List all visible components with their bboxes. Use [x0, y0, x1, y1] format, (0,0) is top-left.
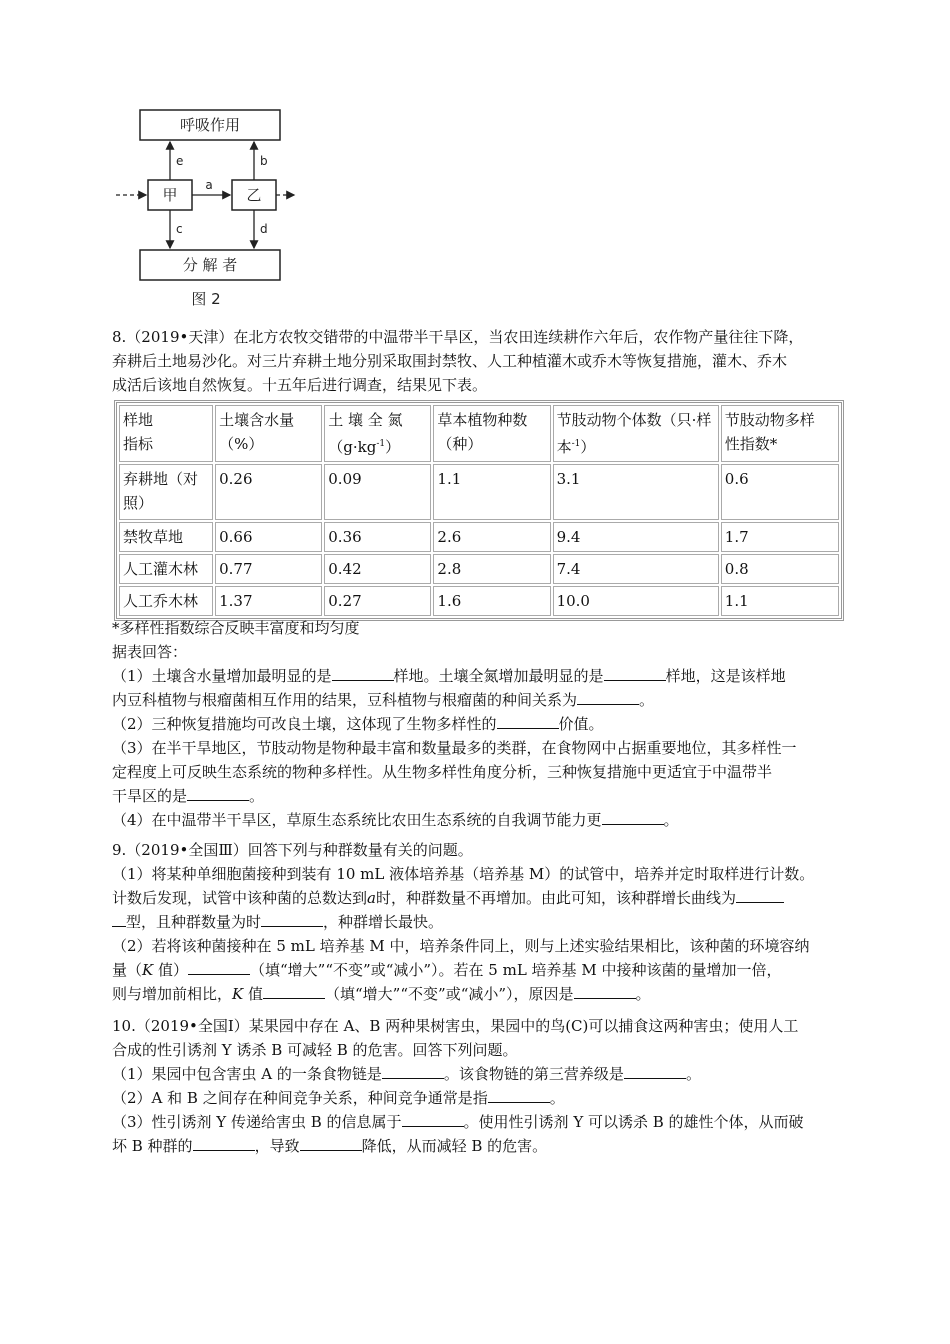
q8-sub-1: （1）土壤含水量增加最明显的是 样地。土壤全氮增加最明显的是 样地，这是该样地 [112, 667, 786, 685]
answer-blank[interactable] [193, 1136, 255, 1151]
arrow-b-label: b [260, 154, 268, 168]
q10-sub-3-line-2: 坏 B 种群的 ，导致 降低，从而减轻 B 的危害。 [112, 1137, 548, 1155]
header-cell: 土壤含水量 （%） [215, 405, 322, 462]
row-label-cell: 禁牧草地 [119, 522, 213, 552]
answer-blank[interactable] [382, 1064, 444, 1079]
row-label-cell: 人工乔木林 [119, 586, 213, 616]
table-row [119, 554, 839, 584]
table-cell: 1.37 [215, 586, 322, 616]
q9 [112, 838, 842, 1006]
q8-sub-3-line-1: （3）在半干旱地区，节肢动物是物种最丰富和数量最多的类群，在食物网中占据重要地位，其多样性一 [112, 739, 797, 757]
table-cell: 10.0 [553, 586, 719, 616]
answer-blank[interactable] [736, 888, 784, 903]
table-cell: 0.6 [721, 464, 839, 520]
q8-sub-3-line-3: 干旱区的是 。 [112, 787, 265, 805]
table-row [119, 586, 839, 616]
answer-blank[interactable] [624, 1064, 686, 1079]
q9-sub-1-line-3: 型，且种群数量为时 ，种群增长最快。 [112, 910, 842, 934]
row-label-cell: 弃耕地（对 照） [119, 464, 213, 520]
header-cell: 样地 指标 [119, 405, 213, 462]
q8-sub-3-line-2: 定程度上可反映生态系统的物种多样性。从生物多样性角度分析，三种恢复措施中更适宜于中温带半 [112, 763, 773, 781]
q9-sub-2-line-2: 量（K 值） （填“增大”“不变”或“减小”）。若在 5 mL 培养基 M 中接种该菌的量增加一倍， [112, 961, 782, 979]
answer-blank[interactable] [187, 786, 249, 801]
q9-title: 9.（2019•全国Ⅲ）回答下列与种群数量有关的问题。 [112, 841, 473, 859]
table-row [119, 464, 839, 520]
answer-blank[interactable] [261, 912, 323, 927]
table-cell: 9.4 [553, 522, 719, 552]
q10-title-line-1: 10.（2019•全国Ⅰ）某果园中存在 A、B 两种果树害虫，果园中的鸟(C)可以捕食这两种害虫；使用人工 [112, 1017, 799, 1035]
table-cell: 7.4 [553, 554, 719, 584]
answer-blank[interactable] [574, 984, 636, 999]
q9-sub-2-line-3: 则与增加前相比，K 值 （填“增大”“不变”或“减小”），原因是 。 [112, 985, 651, 1003]
arrow-a-label: a [205, 178, 213, 192]
table-cell: 3.1 [553, 464, 719, 520]
q9-sub-2-line-1: （2）若将该种菌接种在 5 mL 培养基 M 中，培养条件同上，则与上述实验结果相比，该种菌的环境容纳 [112, 937, 810, 955]
header-cell: 节肢动物多样 性指数* [721, 405, 839, 462]
q10 [112, 1014, 842, 1158]
answer-blank[interactable] [332, 666, 394, 681]
q9-sub-1-line-2: 计数后发现，试管中该种菌的总数达到a时，种群数量不再增加。由此可知，该种群增长曲线为 [112, 886, 842, 910]
table-cell: 0.42 [324, 554, 431, 584]
arrow-c-label: c [176, 222, 183, 236]
q10-sub-3-line-1: （3）性引诱剂 Y 传递给害虫 B 的信息属于 。使用性引诱剂 Y 可以诱杀 B 的雄性个体，从而破 [112, 1113, 804, 1131]
figure-caption: 图 2 [191, 290, 221, 308]
decomposer-label: 分 解 者 [182, 256, 238, 274]
answer-blank[interactable] [402, 1112, 464, 1127]
q10-title-line-2: 合成的性引诱剂 Y 诱杀 B 可减轻 B 的危害。回答下列问题。 [112, 1041, 518, 1059]
respiration-label: 呼吸作用 [179, 116, 241, 134]
table-header-row [119, 405, 839, 462]
table-cell: 0.8 [721, 554, 839, 584]
answer-blank[interactable] [577, 690, 639, 705]
q8-intro-line-3: 成活后该地自然恢复。十五年后进行调查，结果见下表。 [112, 376, 488, 394]
table-cell: 2.6 [433, 522, 550, 552]
node-yi-label: 乙 [246, 186, 262, 204]
answer-blank[interactable] [602, 810, 664, 825]
q8-sub-1-cont: 内豆科植物与根瘤菌相互作用的结果，豆科植物与根瘤菌的种间关系为 。 [112, 691, 655, 709]
header-cell: 节肢动物个体数（只·样 本$^{-1}$） [553, 405, 719, 462]
figure-2-diagram [108, 100, 298, 315]
q8-sub-2: （2）三种恢复措施均可改良土壤，这体现了生物多样性的 价值。 [112, 715, 604, 733]
table-cell: 1.7 [721, 522, 839, 552]
survey-table [114, 400, 844, 621]
answer-blank[interactable] [300, 1136, 362, 1151]
q8-intro [112, 325, 842, 397]
table-cell: 0.77 [215, 554, 322, 584]
table-cell: 0.36 [324, 522, 431, 552]
table-cell: 1.6 [433, 586, 550, 616]
table-footnote: *多样性指数综合反映丰富度和均匀度 [112, 619, 360, 637]
q10-sub-1: （1）果园中包含害虫 A 的一条食物链是 。该食物链的第三营养级是 。 [112, 1065, 701, 1083]
table-row [119, 522, 839, 552]
header-cell: 土 壤 全 氮 $(g\cdot kg^{-1})$ [324, 405, 431, 462]
q9-sub-1-line-1: （1）将某种单细胞菌接种到装有 10 mL 液体培养基（培养基 M）的试管中，培养并定时取样进行计数。 [112, 865, 815, 883]
arrow-e-label: e [176, 154, 184, 168]
table-cell: 0.09 [324, 464, 431, 520]
answer-blank[interactable] [188, 960, 250, 975]
q8-questions [112, 616, 842, 832]
answer-blank[interactable] [604, 666, 666, 681]
table-cell: 0.26 [215, 464, 322, 520]
q8-sub-4: （4）在中温带半干旱区，草原生态系统比农田生态系统的自我调节能力更 。 [112, 811, 679, 829]
table-cell: 0.66 [215, 522, 322, 552]
answer-blank[interactable] [497, 714, 559, 729]
q8-prompt: 据表回答： [112, 643, 188, 661]
q8-intro-line-2: 弃耕后土地易沙化。对三片弃耕土地分别采取围封禁牧、人工种植灌木或乔木等恢复措施，灌木、乔木 [112, 352, 788, 370]
answer-blank[interactable] [488, 1088, 550, 1103]
table-cell: 1.1 [433, 464, 550, 520]
node-jia-label: 甲 [162, 186, 178, 204]
table-cell: 0.27 [324, 586, 431, 616]
q8-intro-line-1: 8.（2019•天津）在北方农牧交错带的中温带半干旱区，当农田连续耕作六年后，农作物产量往往下降， [112, 328, 804, 346]
energy-flow-diagram [108, 100, 298, 315]
table-cell: 2.8 [433, 554, 550, 584]
answer-blank[interactable] [263, 984, 325, 999]
answer-blank[interactable] [112, 912, 126, 927]
header-cell: 草本植物种数 （种） [433, 405, 550, 462]
arrow-d-label: d [260, 222, 268, 236]
q10-sub-2: （2）A 和 B 之间存在种间竞争关系，种间竞争通常是指 。 [112, 1089, 565, 1107]
table-cell: 1.1 [721, 586, 839, 616]
row-label-cell: 人工灌木林 [119, 554, 213, 584]
